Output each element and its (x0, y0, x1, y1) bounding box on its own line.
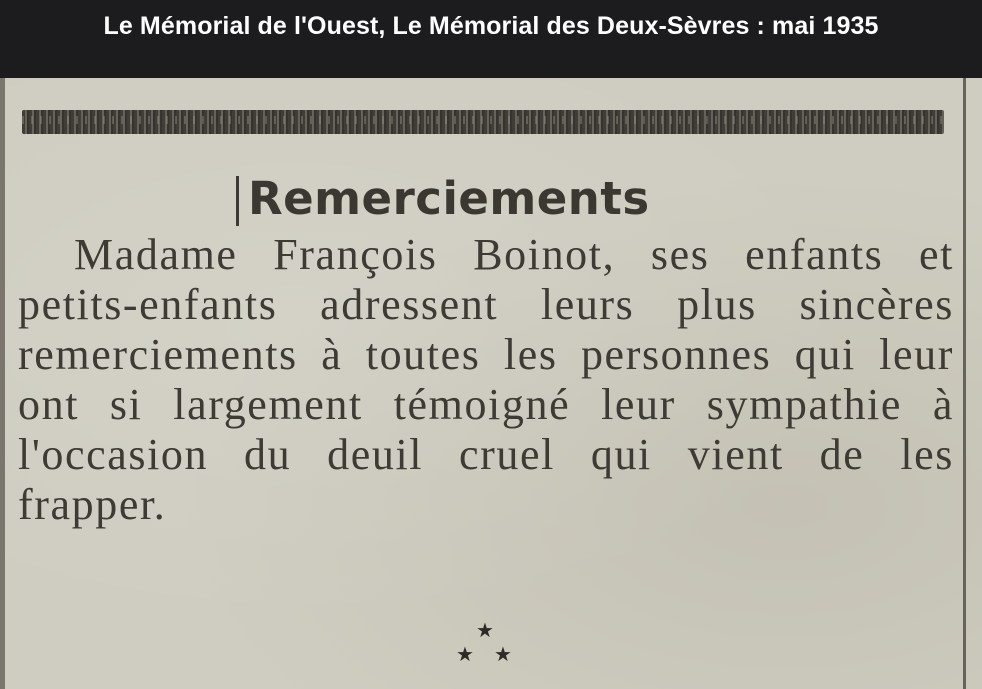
left-column-rule (0, 78, 5, 689)
star-icon: ★ (494, 642, 512, 666)
article-heading: Remerciements (248, 172, 650, 225)
heading-rule-mark (236, 176, 239, 226)
asterism-icon (454, 618, 512, 668)
page-title: Le Mémorial de l'Ouest, Le Mémorial des Deux-Sèvres : mai 1935 (103, 11, 879, 40)
star-icon: ★ (456, 642, 474, 666)
newspaper-clipping (0, 78, 982, 689)
right-column-rule (963, 78, 966, 689)
star-icon: ★ (476, 618, 494, 642)
title-bar (0, 0, 982, 78)
ornamental-separator (22, 110, 944, 134)
article-body: Madame François Boinot, ses enfants et petits-enfants adressent leurs plus sincères remerciements à toutes les personnes qui leur ont si largement témoigné leur sympathie à l'occasion du deuil cruel qui vient de les frapper. (18, 230, 954, 529)
